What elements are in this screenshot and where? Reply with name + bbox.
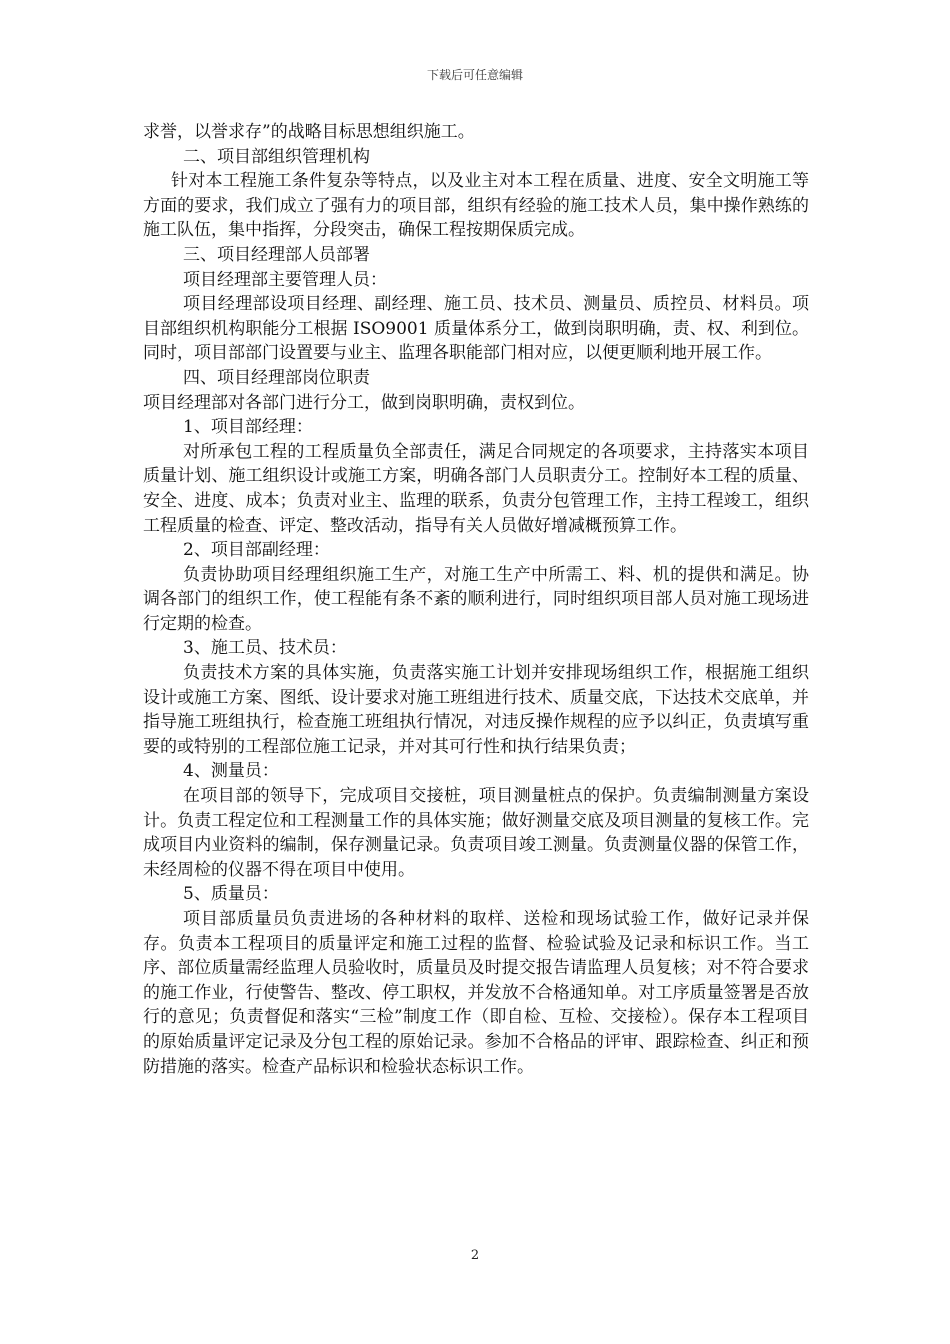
section-heading-4: 四、项目经理部岗位职责	[183, 367, 370, 388]
role-text-construction: 负责技术方案的具体实施，负责落实施工计划并安排现场组织工作，根据施工组织设计或施工方案、图纸、设计要求对施工班组进行技术、质量交底，下达技术交底单，并指导施工班组执行，检查施工班组执行情况，对违反操作规程的应予以纠正，负责填写重要的或特别的工程部位施工记录，并对其可行性和执行结果负责；	[143, 663, 809, 757]
document-body	[143, 120, 809, 1079]
role-heading-quality: 5、质量员：	[183, 884, 279, 905]
paragraph-continuation: 求誉，以誉求存”的战略目标思想组织施工。	[143, 122, 475, 142]
role-heading-construction: 3、施工员、技术员：	[183, 638, 347, 659]
paragraph-organization: 针对本工程施工条件复杂等特点，以及业主对本工程在质量、进度、安全文明施工等方面的要求，我们成立了强有力的项目部，组织有经验的施工技术人员，集中操作熟练的施工队伍，集中指挥，分段突击，确保工程按期保质完成。	[143, 171, 809, 241]
subheading-main-staff: 项目经理部主要管理人员：	[183, 269, 387, 290]
paragraph-staff: 项目经理部设项目经理、副经理、施工员、技术员、测量员、质控员、材料员。项目部组织机构职能分工根据 ISO9001 质量体系分工，做到岗职明确，责、权、利到位。同时，项目部部门设置要与业主、监理各职能部门相对应，以便更顺利地开展工作。	[143, 294, 809, 364]
role-text-surveyor: 在项目部的领导下，完成项目交接桩，项目测量桩点的保护。负责编制测量方案设计。负责工程定位和工程测量工作的具体实施；做好测量交底及项目测量的复核工作。完成项目内业资料的编制，保存测量记录。负责项目竣工测量。负责测量仪器的保管工作，未经周检的仪器不得在项目中使用。	[143, 786, 809, 880]
paragraph-division: 项目经理部对各部门进行分工，做到岗职明确，责权到位。	[143, 392, 585, 413]
role-heading-deputy: 2、项目部副经理：	[183, 540, 330, 561]
section-heading-2: 二、项目部组织管理机构	[183, 146, 370, 167]
role-heading-manager: 1、项目部经理：	[183, 417, 313, 438]
role-heading-surveyor: 4、测量员：	[183, 761, 279, 782]
section-heading-3: 三、项目经理部人员部署	[183, 244, 370, 265]
page-number: 2	[470, 1248, 480, 1263]
role-text-manager: 对所承包工程的工程质量负全部责任，满足合同规定的各项要求，主持落实本项目质量计划、施工组织设计或施工方案，明确各部门人员职责分工。控制好本工程的质量、安全、进度、成本；负责对业主、监理的联系，负责分包管理工作，主持工程竣工，组织工程质量的检查、评定、整改活动，指导有关人员做好增减概预算工作。	[143, 441, 809, 536]
role-text-deputy: 负责协助项目经理组织施工生产，对施工生产中所需工、料、机的提供和满足。协调各部门的组织工作，使工程能有条不紊的顺利进行，同时组织项目部人员对施工现场进行定期的检查。	[143, 564, 809, 634]
page-header: 下载后可任意编辑	[426, 68, 523, 82]
role-text-quality: 项目部质量员负责进场的各种材料的取样、送检和现场试验工作，做好记录并保存。负责本工程项目的质量评定和施工过程的监督、检验试验及记录和标识工作。当工序、部位质量需经监理人员验收时，质量员及时提交报告请监理人员复核；对不符合要求的施工作业，行使警告、整改、停工职权，并发放不合格通知单。对工序质量签署是否放行的意见；负责督促和落实“三检”制度工作（即自检、互检、交接检）。保存本工程项目的原始质量评定记录及分包工程的原始记录。参加不合格品的评审、跟踪检查、纠正和预防措施的落实。检查产品标识和检验状态标识工作。	[143, 909, 809, 1077]
